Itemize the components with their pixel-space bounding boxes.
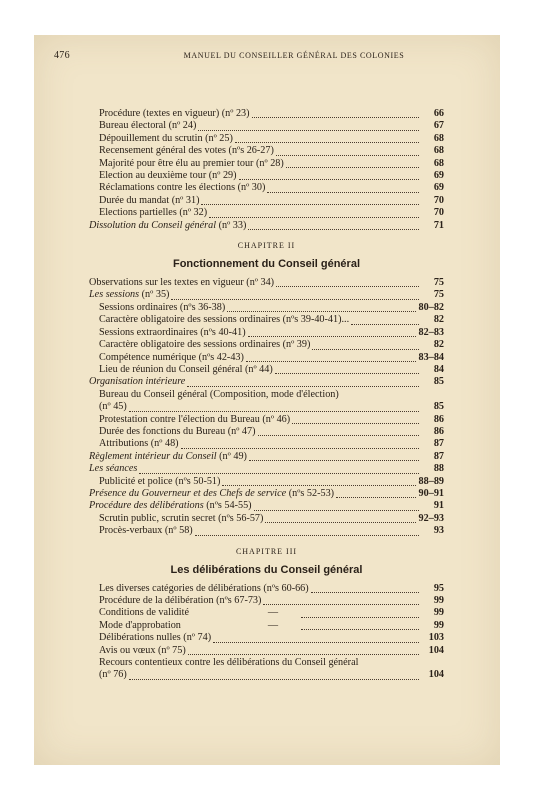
toc-entry-observations: Observations sur les textes en vigueur (nº 34) 75 [89,277,444,289]
ditto-dash: — [267,607,279,619]
leader-dots [301,621,419,630]
toc-page-ref: 68 [433,145,444,157]
leader-dots [254,502,419,511]
toc-page-ref: 99 [433,619,444,631]
table-of-contents [89,108,444,682]
toc-entry [89,133,444,145]
toc-entry-recours-line1: Recours contentieux contre les délibérations du Conseil général [99,657,359,669]
section-election-entries [89,108,444,220]
toc-entry-text: Les diverses catégories de délibérations (nºs 60-66) [99,582,309,594]
toc-page-ref: 66 [433,108,444,119]
leader-dots [249,452,419,461]
toc-entry [89,607,444,619]
toc-entry-text: Compétence numérique (nºs 42-43) [99,351,244,363]
toc-page-ref: 69 [433,182,444,194]
chapter3-more-entries [89,632,444,657]
toc-entry [89,120,444,132]
toc-entry-text: Mode d'approbation [99,619,181,631]
toc-entry-text: Sessions ordinaires (nºs 36-38) [99,301,226,313]
leader-dots [222,477,415,486]
leader-dots [301,609,419,618]
toc-entry-text: Scrutin public, scrutin secret (nºs 56-57) [99,512,264,524]
toc-entry-text: Attributions (nº 48) [99,438,179,450]
toc-page-ref: 104 [428,669,444,681]
toc-entry [89,583,444,595]
toc-entry-bureau-line2: (nº 45) 85 [99,401,444,413]
leader-dots [351,316,419,325]
toc-entry [89,364,444,376]
toc-page-ref: 85 [433,376,444,388]
leader-dots [246,353,416,362]
leader-dots [248,221,419,230]
toc-entry [89,645,444,657]
toc-entry-sessions: Les sessions (nº 35) 75 [89,289,444,301]
toc-entry-text: Procès-verbaux (nº 58) [99,525,193,537]
chapter-title: Fonctionnement du Conseil général [172,258,361,271]
toc-page-ref: 83–84 [418,351,444,363]
toc-entry [89,327,444,339]
leader-dots [187,378,419,387]
toc-entry-text: Elections partielles (nº 32) [99,207,208,219]
toc-entry [89,170,444,182]
chapter3-entries [89,583,444,608]
running-title: MANUEL DU CONSEILLER GÉNÉRAL DES COLONIES [183,51,405,60]
toc-page-ref: 82–83 [418,326,444,338]
toc-entry-seances: Les séances 88 [89,463,444,475]
toc-entry-text: Réclamations contre les élections (nº 30) [99,182,266,194]
toc-entry [89,414,444,426]
leader-dots [239,171,419,180]
toc-page-ref: 70 [433,207,444,219]
ditto-dash: — [267,619,279,631]
toc-entry-text: Délibérations nulles (nº 74) [99,632,212,644]
chapter-label: CHAPITRE III [235,546,298,556]
leader-dots [129,671,419,680]
leader-dots [311,584,419,593]
toc-entry [89,339,444,351]
running-header [54,50,498,61]
leader-dots [188,646,419,655]
leader-dots [248,328,416,337]
toc-page-ref: 75 [433,289,444,301]
toc-entry-text: Conditions de validité [99,607,189,619]
toc-entry-text: Bureau électoral (nº 24) [99,120,197,132]
leader-dots [209,209,419,218]
toc-page-ref: 82 [433,339,444,351]
toc-entry [89,314,444,326]
toc-entry-text: Avis ou vœux (nº 75) [99,644,186,656]
toc-page-ref: 88 [433,463,444,475]
toc-page-ref: 84 [433,363,444,375]
toc-entry-text: Lieu de réunion du Conseil général (nº 44) [99,363,273,375]
page-number: 476 [54,50,70,61]
leader-dots [286,159,419,168]
toc-page-ref: 103 [428,632,444,644]
toc-page-ref: 90–91 [418,487,444,499]
leader-dots [276,278,419,287]
leader-dots [336,489,415,498]
toc-page-ref: 70 [433,194,444,206]
leader-dots [276,147,419,156]
leader-dots [171,291,419,300]
toc-entry-text: Recensement général des votes (nºs 26-27) [99,145,274,157]
leader-dots [213,634,419,643]
toc-page-ref: 87 [433,438,444,450]
toc-entry [89,195,444,207]
toc-entry [89,426,444,438]
toc-entry [89,632,444,644]
toc-entry [89,158,444,170]
toc-page-ref: 80–82 [418,301,444,313]
toc-page-ref: 95 [433,582,444,594]
toc-page-ref: 87 [433,450,444,462]
toc-page-ref: 85 [433,401,444,413]
chapter3-condition-entries [89,607,444,632]
procedure-subentries [89,513,444,538]
leader-dots [129,403,419,412]
leader-dots [312,341,419,350]
leader-dots [263,596,419,605]
toc-entry [89,145,444,157]
toc-page-ref: 67 [433,120,444,132]
toc-entry-text: Caractère obligatoire des sessions ordinaires (nº 39) [99,339,311,351]
toc-entry-text: Election au deuxième tour (nº 29) [99,170,237,182]
toc-entry [89,108,444,120]
toc-page-ref: 104 [428,644,444,656]
leader-dots [198,122,419,131]
toc-entry-text: Sessions extraordinaires (nºs 40-41) [99,326,246,338]
toc-page-ref: 99 [433,607,444,619]
leader-dots [265,514,415,523]
chapter-label: CHAPITRE II [237,241,296,251]
toc-entry-text: Majorité pour être élu au premier tour (nº 28) [99,157,284,169]
toc-entry-bureau-line1: Bureau du Conseil général (Composition, mode d'élection) [99,388,339,400]
toc-entry-text: Durée des fonctions du Bureau (nº 47) [99,425,256,437]
toc-entry-text: Dépouillement du scrutin (nº 25) [99,132,233,144]
organisation-subentries [89,414,444,451]
leader-dots [258,427,420,436]
toc-page-ref: 99 [433,595,444,606]
toc-entry-reglement: Règlement intérieur du Conseil (nº 49) 87 [89,450,444,462]
leader-dots [267,184,419,193]
toc-entry [89,595,444,607]
leader-dots [139,465,419,474]
toc-entry [89,302,444,314]
toc-entry [89,513,444,525]
toc-entry [89,207,444,219]
toc-entry-text: Caractère obligatoire des sessions ordinaires (nºs 39-40-41)... [99,314,350,326]
toc-page-ref: 86 [433,425,444,437]
toc-entry-text: Procédure de la délibération (nºs 67-73) [99,595,262,606]
toc-page-ref: 68 [433,132,444,144]
toc-entry-dissolution: Dissolution du Conseil général (nº 33) 71 [89,219,444,231]
toc-entry [89,438,444,450]
toc-entry [89,525,444,537]
toc-entry [89,182,444,194]
toc-entry [89,352,444,364]
toc-entry-organisation: Organisation intérieure 85 [89,376,444,388]
toc-page-ref: 92–93 [418,512,444,524]
leader-dots [235,134,419,143]
toc-entry [89,620,444,632]
leader-dots [252,109,419,118]
sessions-subentries [89,302,444,376]
toc-entry-recours-line2: (nº 76) 104 [99,669,444,681]
toc-entry-publicite: Publicité et police (nºs 50-51) 88–89 [99,475,444,487]
leader-dots [227,303,415,312]
toc-entry-procedure: Procédure des délibérations (nºs 54-55) 91 [89,500,444,512]
toc-page-ref: 69 [433,170,444,182]
toc-page-ref: 82 [433,314,444,326]
leader-dots [181,440,419,449]
toc-page-ref: 93 [433,525,444,537]
toc-entry-text: Procédure (textes en vigueur) (nº 23) [99,108,250,119]
chapter-title: Les délibérations du Conseil général [170,563,363,576]
toc-page-ref: 68 [433,157,444,169]
toc-page-ref: 75 [433,277,444,289]
toc-page-ref: 86 [433,413,444,425]
toc-entry-presence: Présence du Gouverneur et des Chefs de service (nºs 52-53) 90–91 [89,487,444,499]
toc-page-ref: 88–89 [418,475,444,487]
toc-entry-text: Protestation contre l'élection du Bureau (nº 46) [99,413,291,425]
leader-dots [201,196,419,205]
leader-dots [292,415,419,424]
toc-entry-text: Durée du mandat (nº 31) [99,194,200,206]
leader-dots [195,527,419,536]
leader-dots [275,365,419,374]
toc-page-ref: 91 [433,500,444,512]
toc-page-ref: 71 [433,219,444,231]
